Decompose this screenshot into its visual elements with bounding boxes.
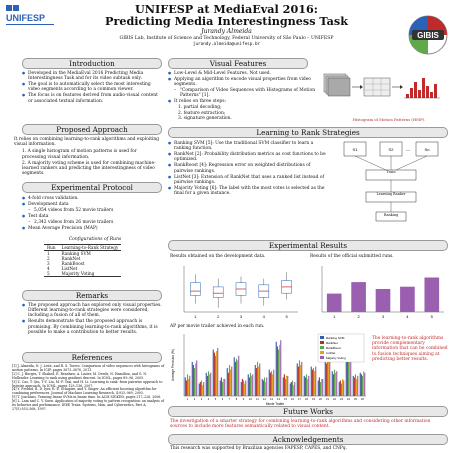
x-tick-label: 12 <box>263 398 266 401</box>
bar <box>329 357 330 396</box>
x-tick-label: 22 <box>333 398 336 401</box>
email: jurandy.almeida@unifesp.br <box>192 42 261 47</box>
svg-text:S1: S1 <box>352 147 358 152</box>
bar <box>318 381 319 397</box>
proposed-approach-heading: Proposed Approach <box>22 124 162 135</box>
future-works-text: The investigation of a smarter strategy for combining learning-to-rank algorithms and considering other information sources to include more features semantically related to visual content. <box>170 419 431 430</box>
ep-subitem: – 2,342 videos from 26 movie trailers <box>22 220 162 225</box>
bar <box>229 365 230 396</box>
title-line1: UNIFESP at MediaEval 2016: <box>135 2 318 16</box>
bar <box>206 373 207 396</box>
bar <box>292 381 293 397</box>
legend-entry: RankBoost <box>326 345 341 350</box>
bar <box>313 368 314 396</box>
bar <box>208 371 209 396</box>
bar <box>273 370 274 396</box>
bar <box>287 376 288 396</box>
unifesp-logo <box>4 3 58 29</box>
legend-entry: Ranking SVM <box>326 335 345 340</box>
bar <box>347 357 348 396</box>
reference-item: [4] Y. Freund, R. D. Iyer, R. E. Schapire, and Y. Singer. An efficient boosting algorithm for combining preferences. Journal of Machine Learning Research, 4:933–969, 2003. <box>12 387 157 396</box>
bar <box>230 370 231 396</box>
bar <box>209 374 210 396</box>
bar <box>256 368 257 396</box>
pa-item: 1. A single histogram of motion patterns is used for processing visual information. <box>22 149 137 160</box>
bar <box>215 356 216 396</box>
vf-item: ● Applying an algorithm to encode visual properties from video segments. <box>168 77 316 87</box>
remarks-body <box>22 303 162 336</box>
bar <box>187 374 188 396</box>
x-tick-label: 18 <box>305 398 308 401</box>
x-tick-label: 6 <box>221 398 224 401</box>
bar <box>189 376 190 396</box>
bar <box>291 382 292 396</box>
bar <box>319 377 320 396</box>
x-tick-label: 3 <box>200 398 203 401</box>
bar <box>336 371 337 396</box>
x-tick-label: 17 <box>298 398 301 401</box>
bar <box>278 350 279 397</box>
bar <box>222 382 223 396</box>
per-trailer-chart <box>170 330 368 406</box>
acknowledgements-text: This research was supported by Brazilian agencies FAPESP, CAPES, and CNPq. <box>170 446 347 451</box>
bar <box>333 374 334 396</box>
bar <box>334 370 335 396</box>
x-tick-label: 3 <box>381 314 385 319</box>
learning-to-rank-body <box>168 141 328 197</box>
config-table <box>44 244 121 277</box>
bar <box>283 377 284 396</box>
logo-left-text: UNIFESP <box>6 13 46 23</box>
pa-list <box>14 149 162 176</box>
bar <box>244 384 245 396</box>
bar <box>272 374 273 396</box>
bar <box>223 379 224 396</box>
vf-step: 3. signature generation. <box>178 115 232 121</box>
ep-item: ● Development data <box>22 202 162 207</box>
experimental-protocol-body <box>22 196 162 232</box>
bar <box>200 382 201 396</box>
bar <box>188 379 189 396</box>
svg-text:S2: S2 <box>388 147 394 152</box>
bar <box>186 381 187 397</box>
bar <box>235 362 236 396</box>
x-axis-label: Movie Trailer <box>265 402 285 406</box>
x-tick-label: 5 <box>285 314 288 319</box>
bar <box>362 376 363 396</box>
bar <box>308 376 309 396</box>
bar <box>299 360 300 396</box>
table-row: 1 Ranking SVM <box>47 251 91 256</box>
bar <box>311 367 312 396</box>
bar <box>325 359 326 396</box>
bar <box>315 367 316 396</box>
hmp-figure <box>320 70 448 116</box>
ltr-item: ● ListNet [3]: Extension of RankNet that uses a ranked list instead of pairwise rankings. <box>168 175 328 185</box>
per-trailer-caption: AP per movie trailer achieved in each run. <box>170 324 265 329</box>
vf-steps <box>168 105 316 121</box>
x-tick-label: 2 <box>357 314 360 319</box>
bar <box>312 370 313 396</box>
bar <box>241 382 242 396</box>
bar <box>353 376 354 396</box>
bar <box>185 377 186 396</box>
ep-item: ● Test data <box>22 214 162 219</box>
experimental-protocol-heading: Experimental Protocol <box>22 182 162 193</box>
bar <box>356 379 357 396</box>
ep-subitem: – 5,054 videos from 52 movie trailers <box>22 208 162 213</box>
bar <box>354 377 355 396</box>
experimental-results-heading: Experimental Results <box>168 240 448 251</box>
dev-caption: Results obtained on the development data. <box>170 254 266 259</box>
x-tick-label: 11 <box>256 398 259 401</box>
bar <box>192 362 193 396</box>
bar <box>285 379 286 396</box>
bar <box>243 381 244 397</box>
proposed-approach-body <box>14 137 162 176</box>
bar <box>231 367 232 396</box>
bar <box>259 363 260 396</box>
learning-to-rank-heading: Learning to Rank Strategies <box>168 127 448 138</box>
bar <box>363 371 364 396</box>
bar <box>332 371 333 396</box>
x-tick-label: 23 <box>340 398 343 401</box>
bar <box>262 379 263 396</box>
bar <box>335 373 336 396</box>
bar <box>271 371 272 396</box>
x-tick-label: 4 <box>406 314 409 319</box>
bar <box>245 381 246 397</box>
bar <box>196 360 197 396</box>
bar <box>357 376 358 396</box>
remark-item: ● The proposed approach has explored only visual properties. Different learning-to-rank strategies were considered, including a fusion of all of them. <box>22 303 162 319</box>
ltr-item: ● RankNet [2]: Probability distribution metrics as cost functions to be optimized. <box>168 152 328 162</box>
bar <box>351 282 366 312</box>
bar <box>252 374 253 396</box>
bar <box>300 365 301 396</box>
bar <box>217 348 218 396</box>
legend-swatch <box>320 336 324 339</box>
diagram-ranking: Ranking <box>383 213 399 217</box>
table-row: 5 Majority Voting <box>44 271 121 277</box>
table-row: 3 RankBoost <box>47 261 85 266</box>
bar <box>202 385 203 396</box>
bar <box>343 381 344 397</box>
bar <box>400 287 415 312</box>
bar <box>277 346 278 396</box>
ltr-item: ● RankBoost [4]: Regression error on weighted distributions of pairwise rankings. <box>168 163 328 173</box>
results-side-text: The learning-to-rank algorithms provide complementary information that can be combined to fusion techniques aiming at predicting better results. <box>372 336 448 362</box>
bar <box>266 377 267 396</box>
x-tick-label: 15 <box>284 398 287 401</box>
bar <box>304 376 305 396</box>
bar <box>224 379 225 396</box>
bar <box>298 367 299 396</box>
bar <box>284 374 285 396</box>
introduction-heading: Introduction <box>22 58 162 69</box>
x-tick-label: 5 <box>214 398 217 401</box>
bar <box>270 373 271 396</box>
vf-step: 1. partial decoding; <box>178 105 222 111</box>
bar <box>216 351 217 396</box>
dev-boxplot-chart <box>172 262 302 322</box>
config-col-run: Run <box>44 245 59 251</box>
x-tick-label: 1 <box>186 398 189 401</box>
x-tick-label: 14 <box>277 398 280 401</box>
x-tick-label: 13 <box>270 398 273 401</box>
bar <box>293 385 294 396</box>
x-tick-label: 4 <box>207 398 210 401</box>
x-tick-label: 1 <box>333 314 336 319</box>
table-row: 2 RankNet <box>47 256 81 261</box>
bar <box>201 381 202 397</box>
reference-item: [6] L. Lam and C. Y. Suen. Application of majority voting to pattern recognition: an analysis of its behavior and performance. IEEE Trans. Systems, Man, and Cybernetics, Part A, 27(5):553–568, 1997. <box>12 399 164 411</box>
x-tick-label: 10 <box>249 398 252 401</box>
reference-item: [5] T. Joachims. Training linear SVMs in linear time. In ACM SIGKDD, pages 217–226, 2006. <box>12 395 162 400</box>
bar <box>342 379 343 396</box>
config-col-strategy: Learning-to-Rank Strategy <box>59 245 122 251</box>
x-tick-label: 1 <box>194 314 197 319</box>
bar <box>194 368 195 396</box>
x-tick-label: 2 <box>193 398 196 401</box>
legend-entry: ListNet <box>326 350 336 355</box>
vf-item: ● Low-Level & Mid-Level Features. Not used. <box>168 71 316 76</box>
reference-item: [3] Z. Cao, T. Qin, T.-Y. Liu, M.-F. Tsai, and H. Li. Learning to rank: from pairwise approach to listwise approach. In ICML, pages 129–136, 2007. <box>12 379 163 388</box>
bar <box>221 377 222 396</box>
bar <box>340 381 341 397</box>
bar <box>238 356 239 396</box>
x-tick-label: 3 <box>239 314 243 319</box>
bar <box>220 381 221 397</box>
bar <box>193 365 194 396</box>
bar <box>424 278 439 313</box>
x-tick-label: 21 <box>326 398 329 401</box>
x-tick-label: 19 <box>312 398 315 401</box>
future-works-heading: Future Works <box>168 406 448 417</box>
header <box>0 0 453 56</box>
bar <box>199 384 200 396</box>
x-tick-label: 26 <box>361 398 364 401</box>
box-mark <box>190 283 200 296</box>
bar <box>286 376 287 396</box>
bar <box>355 374 356 396</box>
config-table-title: Configurations of Runs <box>68 237 122 242</box>
remarks-heading: Remarks <box>22 290 162 301</box>
visual-features-body <box>168 71 316 121</box>
config-table-header <box>44 245 121 251</box>
x-tick-label: 20 <box>319 398 322 401</box>
x-tick-label: 16 <box>291 398 294 401</box>
legend-swatch <box>320 346 324 349</box>
poster-title <box>70 3 383 27</box>
bar <box>269 370 270 396</box>
gibis-logo <box>407 14 449 56</box>
bar <box>321 379 322 396</box>
title-line2: Predicting Media Interestingness Task <box>105 14 348 28</box>
bar <box>322 379 323 396</box>
introduction-body <box>22 71 162 105</box>
ltr-diagram <box>336 140 446 224</box>
svg-text:…: … <box>405 147 411 153</box>
bar <box>307 379 308 396</box>
bar <box>234 357 235 396</box>
bar <box>250 373 251 396</box>
bar <box>280 340 281 396</box>
ep-item: ● Mean Average Precision (MAP) <box>22 226 162 231</box>
vf-item: ● It relies on three steps: <box>168 99 316 104</box>
bar <box>306 374 307 396</box>
logo-right-text: GIBIS <box>417 31 439 40</box>
bar <box>236 359 237 396</box>
svg-text:Sn: Sn <box>424 147 430 152</box>
affiliation: GIBIS Lab, Institute of Science and Technology, Federal University of São Paulo – UNIFESP <box>119 36 334 41</box>
bar <box>339 382 340 396</box>
bar <box>227 368 228 396</box>
bar <box>276 342 277 396</box>
bar <box>290 384 291 396</box>
references-body <box>12 365 164 412</box>
bar <box>249 377 250 396</box>
reference-item: [2] C. J. Burges, T. Shaked, E. Renshaw, A. Lazier, M. Deeds, N. Hamilton, and G. N. Hullender. Learning to rank using gradient descent. In ICML, pages 89–96, 2005. <box>12 371 147 380</box>
x-tick-label: 9 <box>242 398 245 401</box>
bar <box>263 381 264 397</box>
reference-item: [1] J. Almeida, N. J. Leite, and R. S. Torres. Comparison of video sequences with histograms of motion patterns. In ICIP, pages 3673–3676, 2011. <box>12 364 164 372</box>
ltr-item: ● Ranking SVM [5]: Use the traditional SVM classifier to learn a ranking function. <box>168 141 328 151</box>
bar <box>257 362 258 396</box>
acknowledgements-heading: Acknowledgements <box>168 434 448 445</box>
intro-item: ● Developed in the MediaEval 2016 Predicting Media Interestingness Task and for its video subtask only. <box>22 71 162 81</box>
references-heading: References <box>22 352 162 363</box>
intro-item: ● The focus is on features derived from audio-visual content or associated textual information. <box>22 93 162 103</box>
legend-entry: Majority Voting <box>326 355 346 360</box>
bar <box>228 373 229 396</box>
hmp-caption: Histogram of Motion Patterns (HMP). <box>352 117 426 122</box>
table-row: 4 ListNet <box>47 266 78 271</box>
x-tick-label: 25 <box>354 398 357 401</box>
vf-subitem: – "Comparison of Video Sequences with Histograms of Motion Patterns" [1]. <box>168 88 316 98</box>
bar <box>258 367 259 396</box>
bar <box>237 360 238 396</box>
bar <box>376 289 391 312</box>
bar <box>210 373 211 396</box>
x-tick-label: 5 <box>430 314 433 319</box>
bar <box>360 373 361 396</box>
bar <box>326 363 327 396</box>
legend-entry: RankNet <box>326 340 338 345</box>
bar <box>327 294 342 312</box>
x-tick-label: 24 <box>347 398 350 401</box>
remark-item: ● Results demonstrate that the proposed approach is promising. By combining learning-to-rank algorithms, it is possible to make a contribution to better results. <box>22 319 162 335</box>
bar <box>214 353 215 396</box>
bar <box>301 362 302 396</box>
author: Jurandy Almeida <box>201 28 252 35</box>
diagram-train: Train <box>386 170 396 174</box>
x-tick-label: 2 <box>217 314 220 319</box>
ep-item: ● 4-fold cross validation. <box>22 196 162 201</box>
bar <box>297 363 298 396</box>
ltr-diagram-svg <box>336 140 446 224</box>
bar <box>361 374 362 396</box>
bar <box>364 373 365 396</box>
bar <box>341 384 342 396</box>
x-tick-label: 7 <box>228 398 231 401</box>
bar <box>248 374 249 396</box>
pa-item: 2. A majority voting scheme is used for combining machine-learned rankers and predicting the interestingness of video segments. <box>22 160 156 177</box>
sub-caption: Results of the official submitted runs. <box>310 254 394 259</box>
bar <box>320 382 321 396</box>
pa-intro: It relies on combining learning-to-rank algorithms and exploiting visual information. <box>14 137 160 148</box>
legend-swatch <box>320 341 324 344</box>
submitted-runs-chart <box>310 262 448 322</box>
bar <box>314 371 315 396</box>
bar <box>279 345 280 396</box>
intro-item: ● The goal is to automatically select the most interesting video segments according to a common viewer. <box>22 82 162 92</box>
legend-swatch <box>320 356 324 359</box>
bar <box>203 382 204 396</box>
bar <box>207 376 208 396</box>
bar <box>294 382 295 396</box>
x-tick-label: 4 <box>262 314 265 319</box>
x-tick-label: 8 <box>235 398 238 401</box>
bar <box>265 382 266 396</box>
bar <box>195 363 196 396</box>
bar <box>264 377 265 396</box>
vf-step: 2. feature extraction; <box>178 110 226 116</box>
legend-swatch <box>320 351 324 354</box>
bar <box>305 377 306 396</box>
box-mark <box>213 287 223 297</box>
diagram-learning: Learning Ranker <box>376 192 406 196</box>
bar <box>251 376 252 396</box>
bar <box>242 379 243 396</box>
bar <box>255 365 256 396</box>
visual-features-heading: Visual Features <box>168 58 308 69</box>
ltr-item: ● Majority Voting [6]: The label with the most votes is selected as the final for a given instance. <box>168 186 328 196</box>
bar <box>213 350 214 397</box>
bar <box>328 362 329 396</box>
y-axis-label: Average Precision (%) <box>171 349 175 381</box>
